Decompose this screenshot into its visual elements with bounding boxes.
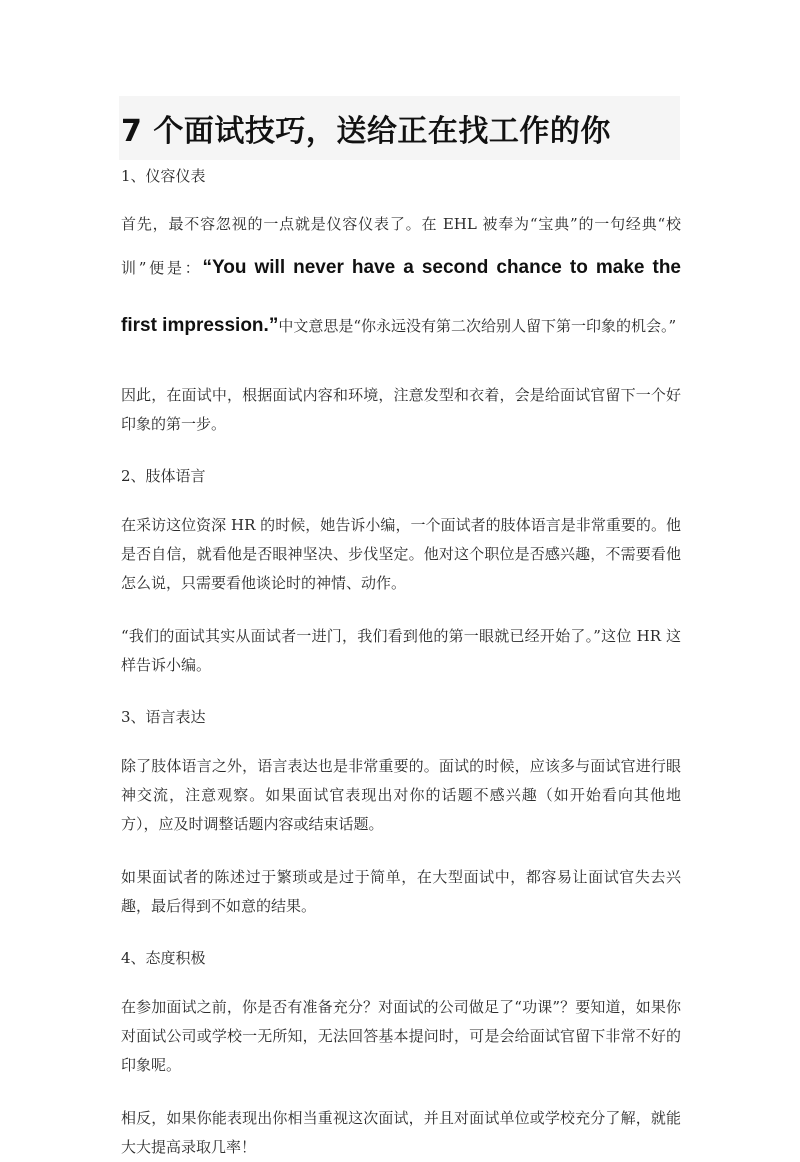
paragraph: 如果面试者的陈述过于繁琐或是过于简单，在大型面试中，都容易让面试官失去兴趣，最后得到不如意的结果。 <box>121 868 681 915</box>
section-heading-3: 3、语言表达 <box>121 708 206 726</box>
paragraph: 因此，在面试中，根据面试内容和环境，注意发型和衣着，会是给面试官留下一个好印象的第一步。 <box>121 386 681 433</box>
section-heading-4: 4、态度积极 <box>121 949 206 967</box>
section-heading-1: 1、仪容仪表 <box>121 167 206 185</box>
title-banner <box>119 96 680 160</box>
intro-paragraph <box>121 210 681 355</box>
section-heading-2: 2、肢体语言 <box>121 467 206 485</box>
paragraph: 在采访这位资深 HR 的时候，她告诉小编，一个面试者的肢体语言是非常重要的。他是否自信，就看他是否眼神坚决、步伐坚定。他对这个职位是否感兴趣，不需要看他怎么说，只需要看他谈论时的神情、动作。 <box>121 516 681 592</box>
document-title: 7 个面试技巧，送给正在找工作的你 <box>121 114 611 149</box>
paragraph: 除了肢体语言之外，语言表达也是非常重要的。面试的时候，应该多与面试官进行眼神交流，注意观察。如果面试官表现出对你的话题不感兴趣（如开始看向其他地方），应及时调整话题内容或结束话题。 <box>121 757 681 833</box>
document-page <box>121 96 681 1162</box>
paragraph: “我们的面试其实从面试者一进门，我们看到他的第一眼就已经开始了。”这位 HR 这样告诉小编。 <box>121 627 681 674</box>
intro-text-before-quote: 首先，最不容忽视的一点就是仪容仪表了。在 EHL 被奉为“宝典”的一句经典“校训”便是： <box>121 215 681 277</box>
paragraph: 在参加面试之前，你是否有准备充分？对面试的公司做足了“功课”？要知道，如果你对面试公司或学校一无所知，无法回答基本提问时，可是会给面试官留下非常不好的印象呢。 <box>121 998 681 1074</box>
paragraph: 相反，如果你能表现出你相当重视这次面试，并且对面试单位或学校充分了解，就能大大提高录取几率！ <box>121 1109 681 1156</box>
intro-text-after-quote: 中文意思是“你永远没有第二次给别人留下第一印象的机会。” <box>278 317 677 335</box>
english-quote: “You will never have a second chance to make the first impression.” <box>121 257 681 336</box>
